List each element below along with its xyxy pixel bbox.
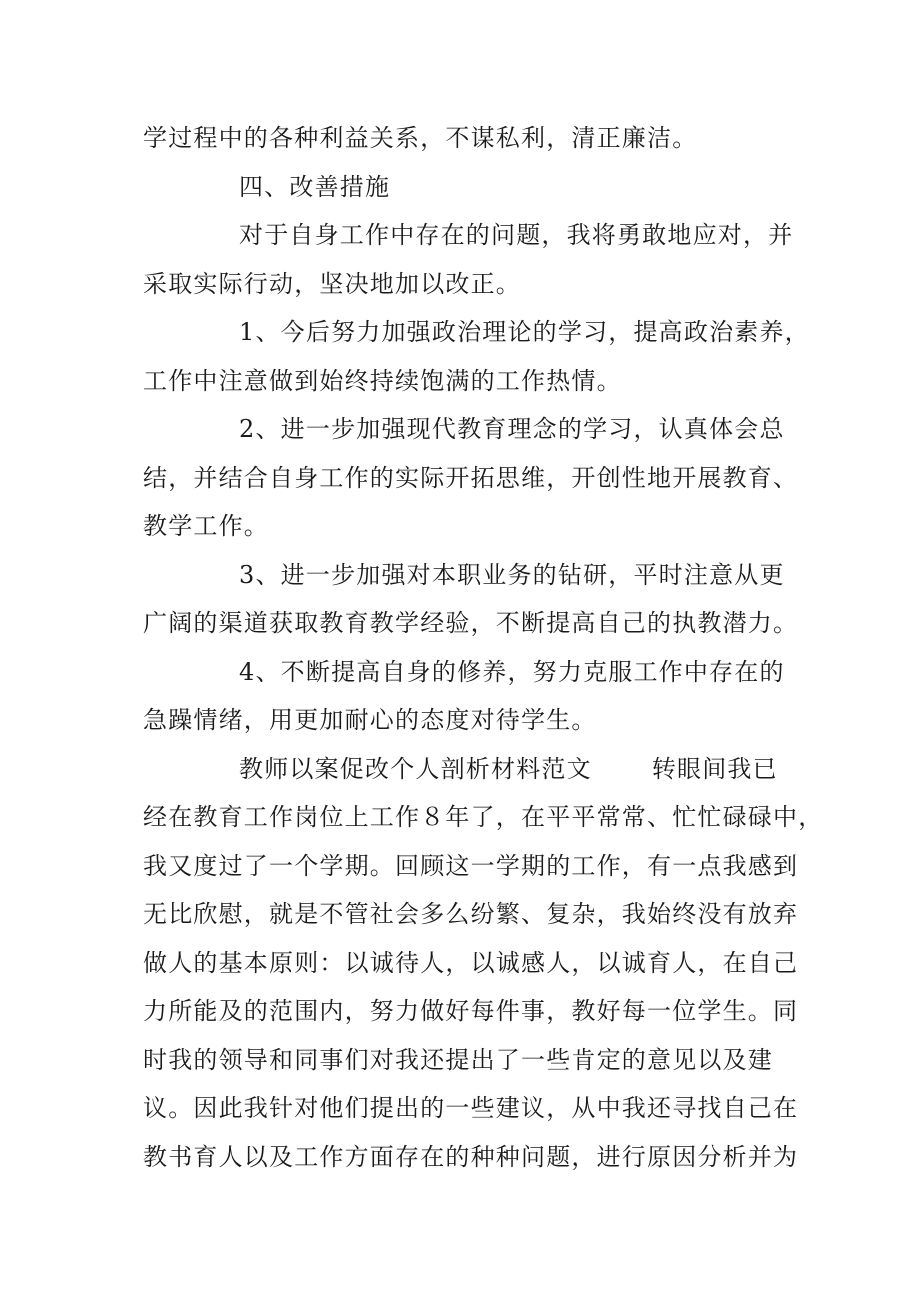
article-title: 教师以案促改个人剖析材料范文 bbox=[239, 754, 592, 783]
text-line: 对于自身工作中存在的问题，我将勇敢地应对，并 bbox=[239, 221, 794, 249]
text-line: 做人的基本原则：以诚待人，以诚感人，以诚育人，在自己 bbox=[143, 948, 799, 977]
section-heading: 四、改善措施 bbox=[239, 172, 391, 201]
list-item-4: 4、不断提高自身的修养，努力克服工作中存在的 bbox=[239, 657, 785, 686]
text-line: 无比欣慰，就是不管社会多么纷繁、复杂，我始终没有放弃 bbox=[143, 900, 799, 928]
list-item-3: 3、进一步加强对本职业务的钻研，平时注意从更 bbox=[239, 560, 785, 589]
text-line: 时我的领导和同事们对我还提出了一些肯定的意见以及建 bbox=[143, 1045, 773, 1074]
text-line: 学过程中的各种利益关系，不谋私利，清正廉洁。 bbox=[143, 124, 698, 152]
document-body bbox=[143, 114, 824, 1181]
text-line: 力所能及的范围内，努力做好每件事，教好每一位学生。同 bbox=[143, 997, 799, 1025]
text-line: 急躁情绪，用更加耐心的态度对待学生。 bbox=[143, 706, 597, 734]
text-line: 结，并结合自身工作的实际开拓思维，开创性地开展教育、 bbox=[143, 463, 799, 492]
list-item-2: 2、进一步加强现代教育理念的学习，认真体会总 bbox=[239, 415, 785, 443]
text-line: 转眼间我已 bbox=[651, 754, 778, 783]
text-line: 工作中注意做到始终持续饱满的工作热情。 bbox=[143, 366, 622, 395]
text-line: 议。因此我针对他们提出的一些建议，从中我还寻找自己在 bbox=[143, 1094, 799, 1122]
text-line: 采取实际行动，坚决地加以改正。 bbox=[143, 269, 521, 298]
text-line: 广阔的渠道获取教育教学经验，不断提高自己的执教潜力。 bbox=[143, 609, 799, 637]
text-line: 教书育人以及工作方面存在的种种问题，进行原因分析并为 bbox=[143, 1142, 799, 1171]
text-line: 教学工作。 bbox=[143, 512, 269, 540]
article-title-line bbox=[143, 745, 783, 794]
text-line: 经在教育工作岗位上工作８年了，在平平常常、忙忙碌碌中， bbox=[143, 803, 824, 831]
text-line: 我又度过了一个学期。回顾这一学期的工作，有一点我感到 bbox=[143, 851, 799, 880]
list-item-1: 1、今后努力加强政治理论的学习，提高政治素养， bbox=[239, 318, 810, 346]
